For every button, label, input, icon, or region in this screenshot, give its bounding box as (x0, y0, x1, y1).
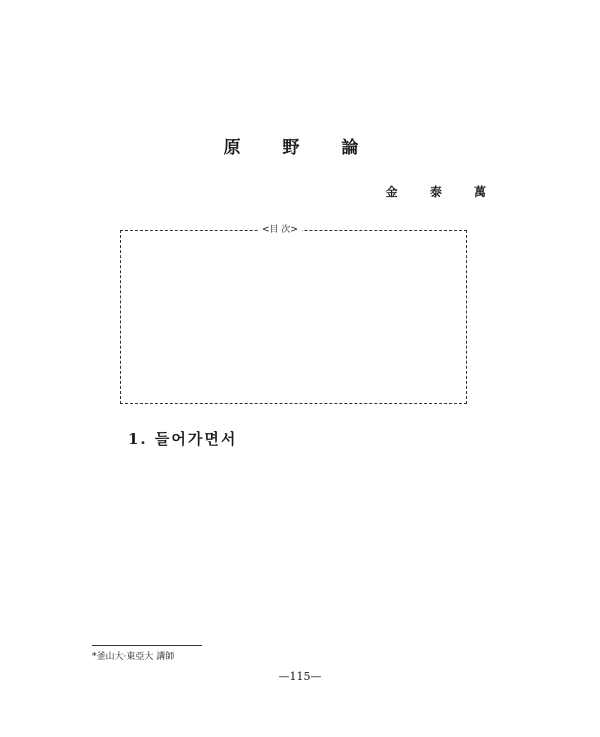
table-of-contents-box (120, 230, 467, 404)
author-name: 金 泰 萬 (385, 185, 500, 199)
article-title: 原 野 論 (223, 138, 377, 158)
toc-caption: <目 次> (258, 222, 302, 235)
footnote: *釜山大·東亞大 講師 (92, 645, 202, 662)
section-heading: 1. 들어가면서 (128, 430, 238, 448)
page-number: —115— (278, 670, 322, 683)
